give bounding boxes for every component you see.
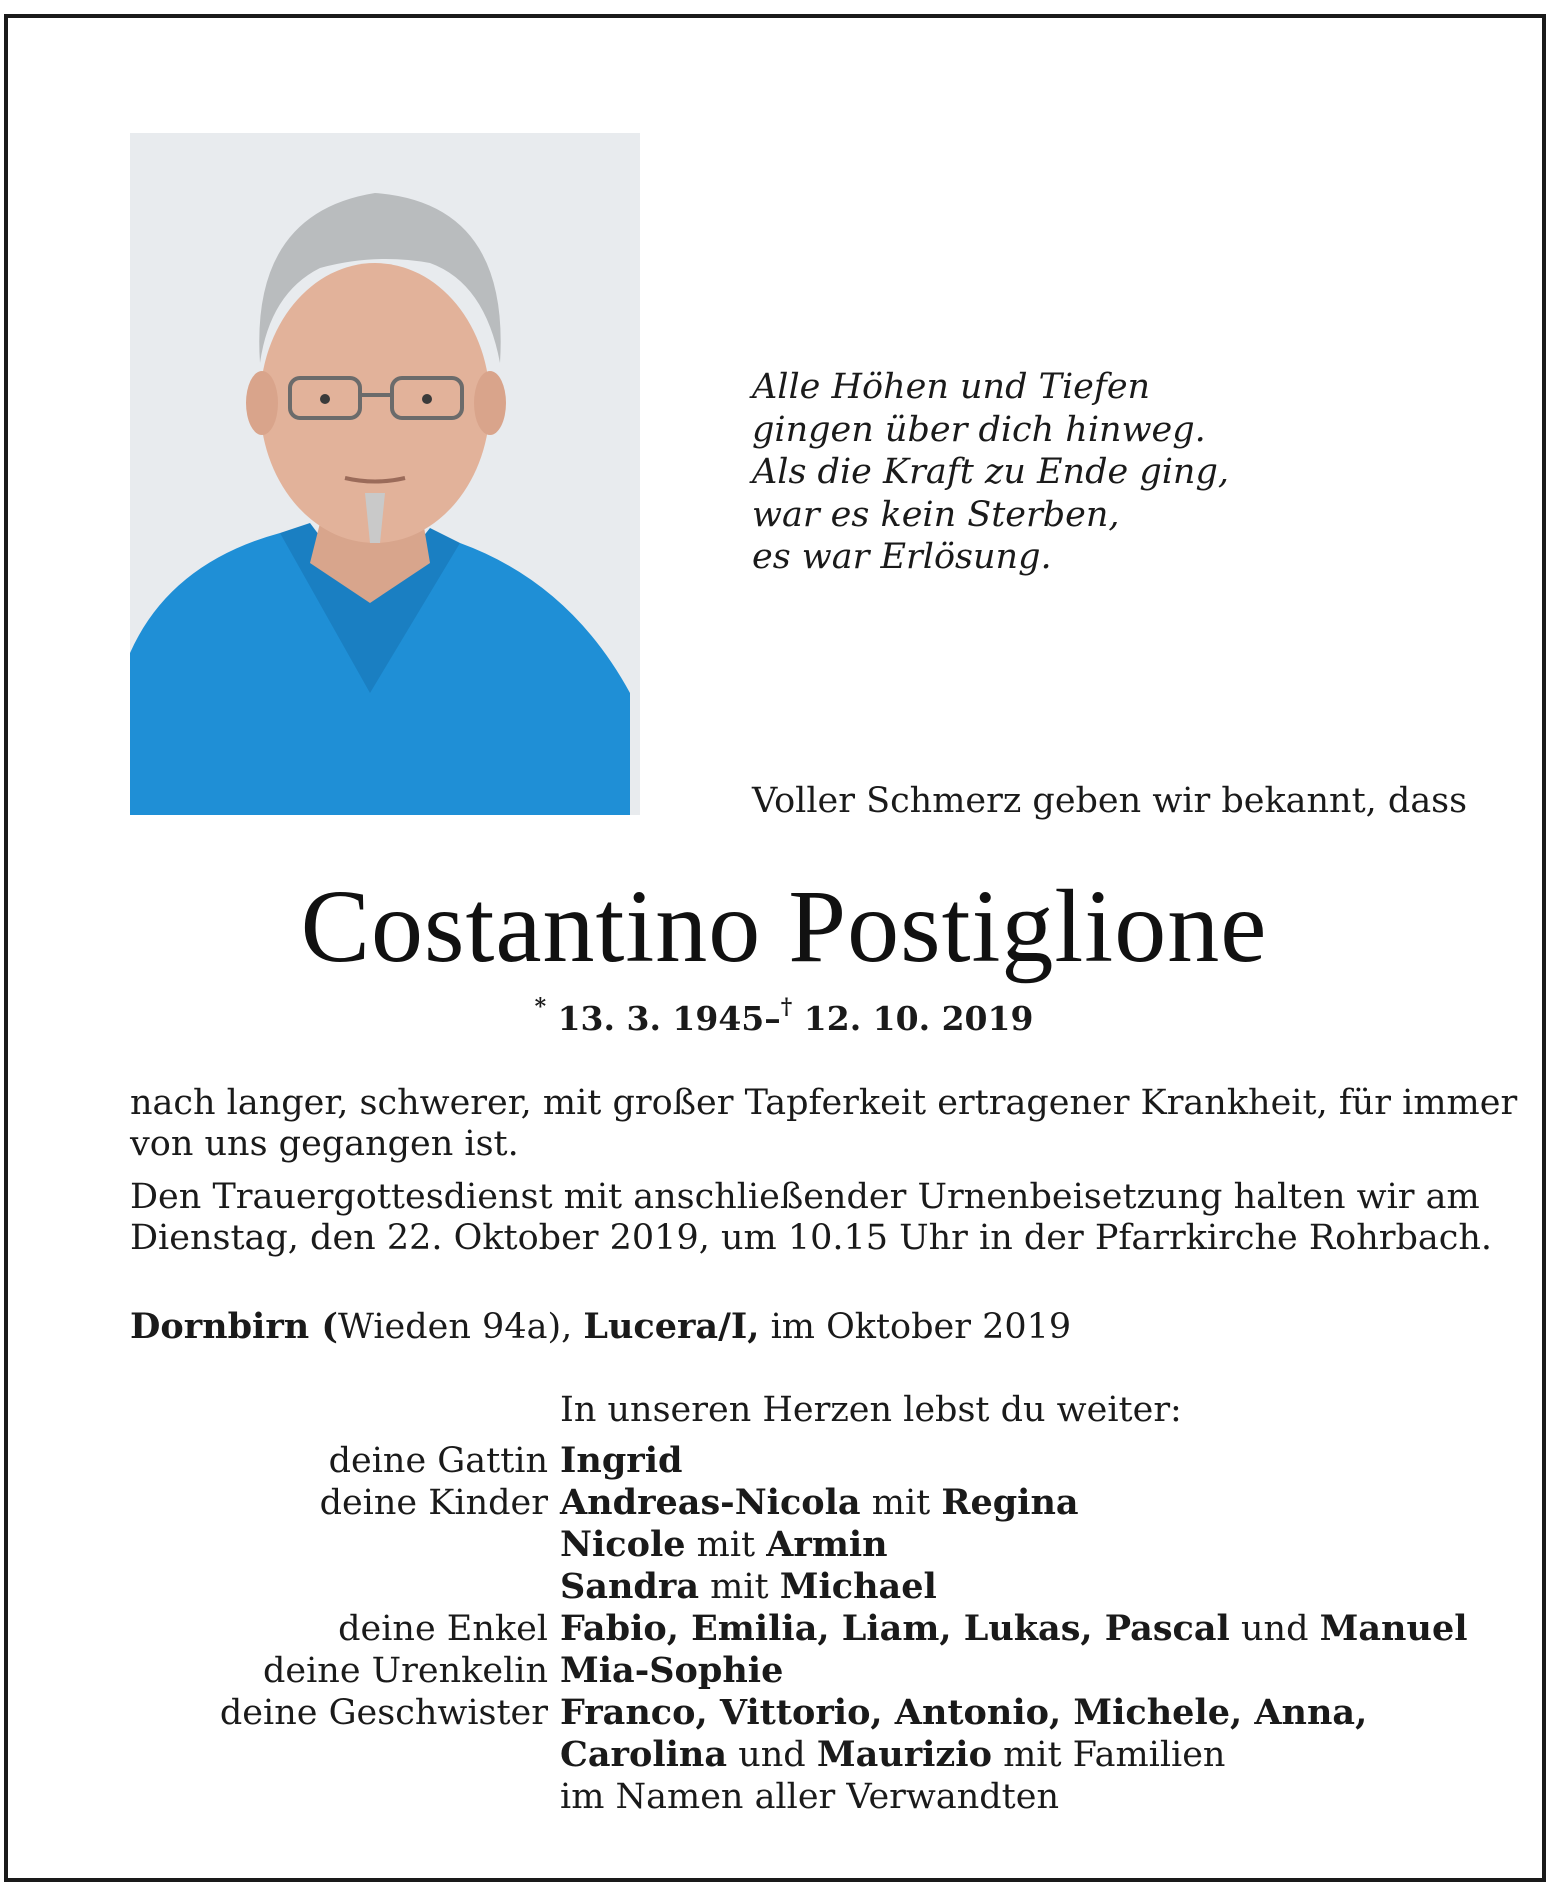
mourner-name: Andreas-Nicola (560, 1482, 861, 1523)
mourner-row (0, 1482, 1568, 1524)
mourner-name: Michael (779, 1566, 937, 1607)
portrait-photo (130, 133, 640, 815)
mourner-name: Mia-Sophie (560, 1650, 784, 1691)
mourner-name: Ingrid (560, 1440, 683, 1481)
mourner-row (0, 1566, 1568, 1608)
text-line: nach langer, schwerer, mit großer Tapferkeit ertragener Krankheit, für immer (130, 1083, 1518, 1123)
death-symbol: † (780, 994, 793, 1020)
announcement-paragraph (130, 1083, 1518, 1165)
relation-label: deine Urenkelin (262, 1651, 548, 1691)
mourner-name: Fabio, Emilia, Liam, Lukas, Pascal (560, 1608, 1230, 1649)
paren-close: ), (547, 1307, 584, 1347)
relation-label: deine Kinder (319, 1483, 548, 1523)
mourner-row (0, 1734, 1568, 1776)
poem-line: gingen über dich hinweg. (752, 409, 1206, 450)
poem-line: war es kein Sterben, (752, 494, 1120, 535)
text-line: Dienstag, den 22. Oktober 2019, um 10.15 Uhr in der Pfarrkirche Rohrbach. (130, 1218, 1493, 1258)
mourner-name: Carolina (560, 1734, 728, 1775)
birth-symbol: * (534, 994, 547, 1020)
address: Wieden 94a (338, 1307, 548, 1347)
poem-line: es war Erlösung. (752, 537, 1052, 577)
mourners-list (0, 1440, 1568, 1818)
mourner-row (0, 1440, 1568, 1482)
connector: mit (696, 1525, 756, 1565)
life-dates (0, 994, 1568, 1038)
deceased-name: Costantino Postiglione (300, 869, 1268, 984)
mourner-name: Regina (941, 1482, 1079, 1523)
mourner-row (0, 1524, 1568, 1566)
poem-line: Als die Kraft zu Ende ging, (752, 452, 1229, 492)
relation-label: deine Gattin (328, 1441, 548, 1481)
date-separator: – (764, 999, 781, 1038)
place-and-date (130, 1306, 1071, 1347)
service-paragraph (130, 1177, 1493, 1259)
city-lucera: Lucera/I, (583, 1306, 760, 1347)
mourner-row (0, 1776, 1568, 1818)
mourner-name: Sandra (560, 1566, 699, 1607)
mourner-name: Maurizio (816, 1734, 992, 1775)
mourner-name: Armin (766, 1524, 888, 1565)
mourner-name: Manuel (1319, 1608, 1468, 1649)
text-line: von uns gegangen ist. (130, 1124, 519, 1164)
connector: und (1240, 1609, 1309, 1649)
birth-date: 13. 3. 1945 (557, 999, 765, 1038)
mourner-name: Franco, Vittorio, Antonio, Michele, Anna, (560, 1692, 1368, 1733)
death-date: 12. 10. 2019 (803, 999, 1034, 1038)
poem-line: Alle Höhen und Tiefen (752, 367, 1151, 407)
city-dornbirn: Dornbirn (130, 1306, 310, 1347)
text-line: Den Trauergottesdienst mit anschließender Urnenbeisetzung halten wir am (130, 1177, 1480, 1217)
connector: mit (871, 1483, 931, 1523)
relation-label: deine Geschwister (219, 1693, 548, 1733)
relation-label: deine Enkel (338, 1609, 548, 1649)
mourner-row (0, 1608, 1568, 1650)
mourner-row (0, 1650, 1568, 1692)
connector: mit (710, 1567, 769, 1607)
closing-line: im Namen aller Verwandten (560, 1777, 1059, 1817)
poem (752, 366, 1229, 579)
month-year: im Oktober 2019 (759, 1307, 1072, 1347)
portrait-illustration (130, 133, 640, 815)
mourner-name: Nicole (560, 1524, 686, 1565)
mourner-row (0, 1692, 1568, 1734)
connector: mit Familien (1003, 1735, 1226, 1775)
announcement-intro: Voller Schmerz geben wir bekannt, dass (752, 781, 1468, 821)
paren-open: ( (309, 1306, 338, 1347)
connector: und (738, 1735, 806, 1775)
mourners-heading: In unseren Herzen lebst du weiter: (560, 1390, 1182, 1430)
